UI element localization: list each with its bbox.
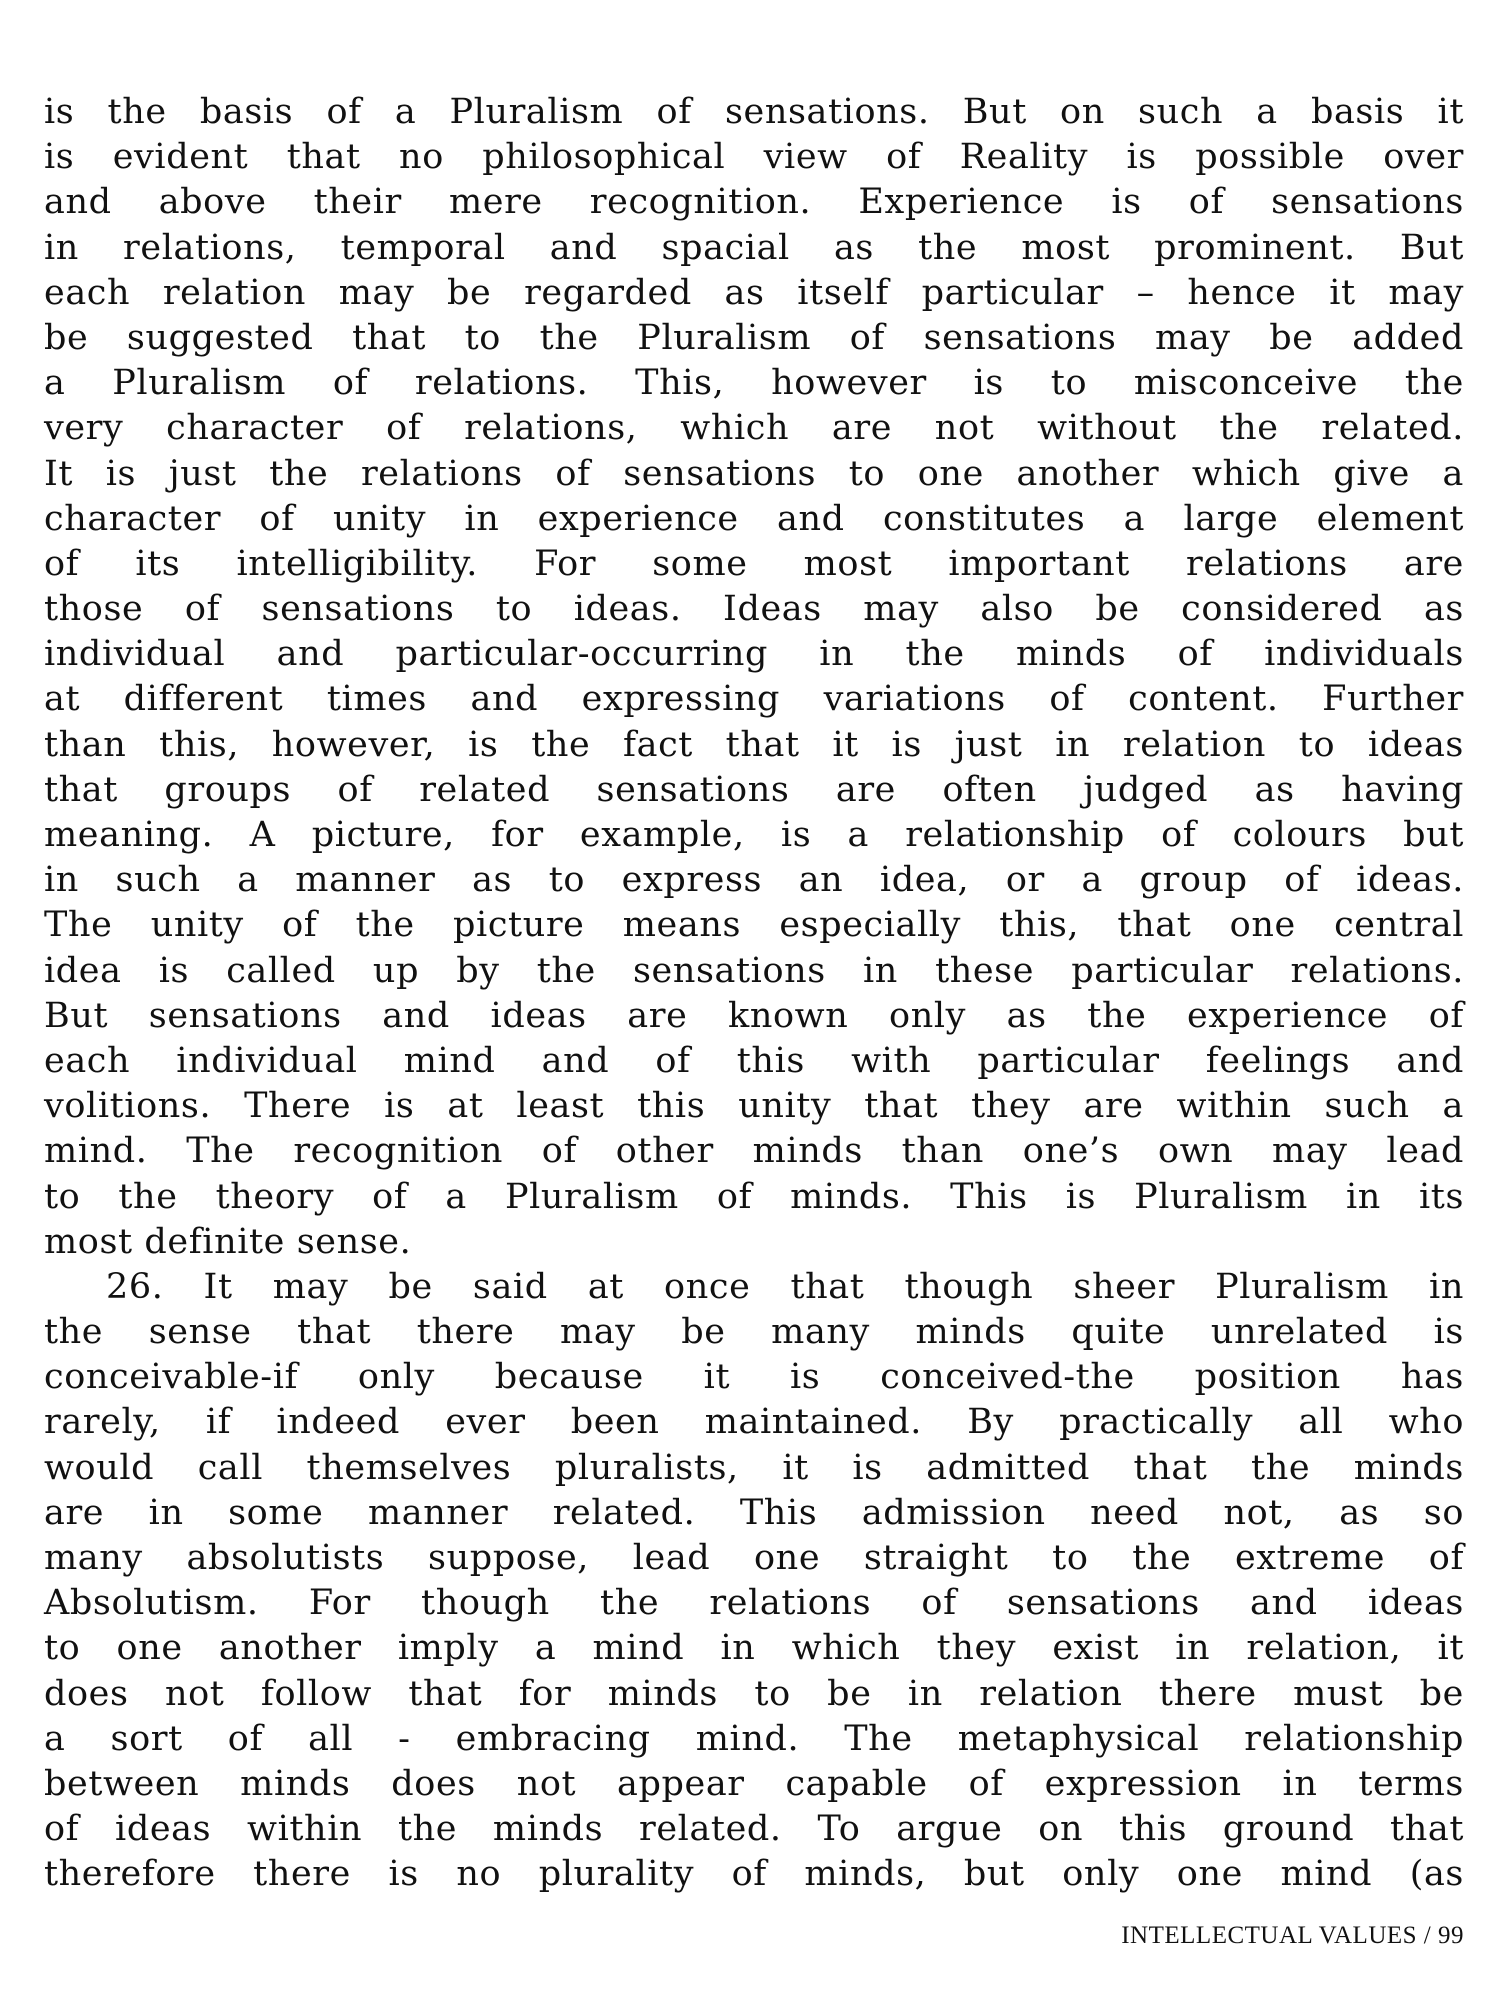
text-line: very character of relations, which are not without the related. <box>44 408 1464 449</box>
text-line: meaning. A picture, for example, is a relationship of colours but <box>44 815 1464 855</box>
text-line: does not follow that for minds to be in relation there must be <box>44 1673 1464 1714</box>
text-line: to one another imply a mind in which they exist in relation, it <box>44 1628 1464 1669</box>
paragraph-1 <box>44 90 1464 1265</box>
text-line: is the basis of a Pluralism of sensations. But on such a basis it <box>44 92 1464 132</box>
text-line: volitions. There is at least this unity that they are within such a <box>44 1086 1464 1127</box>
text-line: a sort of all - embracing mind. The metaphysical relationship <box>44 1718 1464 1759</box>
text-line: that groups of related sensations are often judged as having <box>44 769 1464 810</box>
text-line: is evident that no philosophical view of Reality is possible over <box>44 137 1464 178</box>
text-line: the sense that there may be many minds quite unrelated is <box>44 1312 1464 1353</box>
text-line: character of unity in experience and constitutes a large element <box>44 498 1464 539</box>
text-line: Absolutism. For though the relations of sensations and ideas <box>44 1583 1464 1624</box>
text-line: therefore there is no plurality of minds, but only one mind (as <box>44 1854 1464 1895</box>
text-line: each individual mind and of this with particular feelings and <box>44 1040 1464 1081</box>
text-line: 26. It may be said at once that though sheer Pluralism in <box>106 1266 1464 1307</box>
text-line: each relation may be regarded as itself particular – hence it may <box>44 272 1464 313</box>
text-line: than this, however, is the fact that it is just in relation to ideas <box>44 724 1464 765</box>
text-line: But sensations and ideas are known only as the experience of <box>44 995 1464 1036</box>
text-line: in relations, temporal and spacial as the most prominent. But <box>44 227 1464 268</box>
text-line: are in some manner related. This admission need not, as so <box>44 1492 1464 1533</box>
running-footer: INTELLECTUAL VALUES / 99 <box>1121 1922 1464 1949</box>
text-line: of ideas within the minds related. To argue on this ground that <box>44 1809 1464 1850</box>
text-line: would call themselves pluralists, it is admitted that the minds <box>44 1447 1464 1488</box>
text-line: and above their mere recognition. Experience is of sensations <box>44 182 1464 223</box>
text-line: to the theory of a Pluralism of minds. This is Pluralism in its <box>44 1176 1464 1217</box>
text-line: between minds does not appear capable of expression in terms <box>44 1763 1464 1804</box>
text-line: conceivable-if only because it is conceived-the position has <box>44 1357 1464 1398</box>
text-line: idea is called up by the sensations in these particular relations. <box>44 950 1464 991</box>
text-line: rarely, if indeed ever been maintained. By practically all who <box>44 1402 1464 1443</box>
text-line: mind. The recognition of other minds than one’s own may lead <box>44 1131 1464 1172</box>
paragraph-2 <box>44 1265 1464 1898</box>
text-line: individual and particular-occurring in the minds of individuals <box>44 634 1464 675</box>
text-line: most definite sense. <box>44 1221 412 1262</box>
text-line: a Pluralism of relations. This, however is to misconceive the <box>44 363 1464 404</box>
text-line: at different times and expressing variations of content. Further <box>44 679 1464 720</box>
body-text <box>44 90 1464 1898</box>
text-line: those of sensations to ideas. Ideas may also be considered as <box>44 589 1464 630</box>
text-line: be suggested that to the Pluralism of sensations may be added <box>44 317 1464 358</box>
text-line: The unity of the picture means especially this, that one central <box>44 905 1464 946</box>
text-line: of its intelligibility. For some most important relations are <box>44 543 1464 584</box>
text-line: in such a manner as to express an idea, or a group of ideas. <box>44 860 1464 901</box>
text-line: many absolutists suppose, lead one straight to the extreme of <box>44 1538 1464 1578</box>
text-line: It is just the relations of sensations to one another which give a <box>44 453 1464 494</box>
